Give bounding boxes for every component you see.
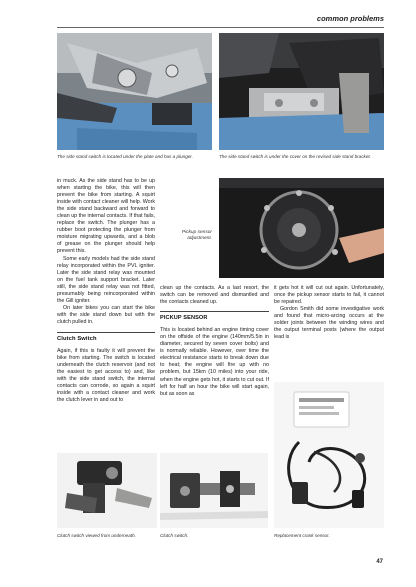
header-rule	[57, 27, 384, 28]
col1-paragraph-3: On later bikes you can start the bike with the side stand down but with the clutch pulled in.	[57, 304, 155, 325]
clutch-switch-underneath-photo	[57, 453, 157, 528]
caption-top-right: The side stand switch is under the cover on the revised side stand bracket.	[219, 154, 371, 159]
caption-bottom-middle: Clutch switch.	[160, 533, 189, 538]
pickup-sensor-photo	[219, 178, 384, 278]
col1-paragraph-4: Again, if this is faulty it will prevent the bike from starting. The switch is located underneath the clutch reservoir (and not the easiest to get access to) and, like with the side stand switch, the internal contacts can corrode, so again a squirt inside with a contact cleaner and work the clutch lever in and out to	[57, 348, 155, 404]
clutch-switch-heading: Clutch Switch	[57, 332, 155, 343]
section-header: common problems	[316, 14, 384, 23]
pickup-sensor-callout: Pickup sensor adjustment.	[181, 230, 212, 241]
text-column-1	[57, 178, 155, 404]
text-column-3	[274, 285, 384, 341]
clutch-switch-photo	[160, 453, 268, 528]
caption-top-left: The side stand switch is located under the plate and has a plunger.	[57, 154, 193, 159]
col1-paragraph-1: in muck. As the side stand has to be up when starting the bike, this will then prevent the bike from starting. A squirt inside with contact cleaner will help. Work the side stand backward and forward to clean up the internal contacts. If that fails, replace the switch. The plunger has a rubber boot protecting the plunger from moisture migrating upwards, and a blob of grease on the plunger should help prevent this.	[57, 178, 155, 255]
col3-paragraph-1: it gets hot it will cut out again. Unfortunately, once the pickup sensor starts to fail, it cannot be repaired.	[274, 285, 384, 306]
col1-paragraph-2: Some early models had the side stand relay incorporated within the PVL igniter. Later the side stand relay was mounted on the fuel tank support bracket. Later still, the side stand relay was not fitted, presumably being reincorporated within the Gill igniter.	[57, 255, 155, 304]
col3-paragraph-2: Gordon Smith did some investigative work and found that micro-arcing occurs at the solder joints between the winding wires and the output terminal posts (where the output lead is	[274, 306, 384, 341]
caption-bottom-left: Clutch switch viewed from underneath.	[57, 533, 136, 538]
side-stand-switch-photo	[57, 33, 212, 150]
caption-bottom-right: Replacement crank sensor.	[274, 533, 330, 538]
revised-side-stand-bracket-photo	[219, 33, 384, 150]
text-column-2	[160, 285, 269, 398]
replacement-crank-sensor-photo	[274, 382, 384, 528]
col2-paragraph-2: This is located behind an engine timing cover on the offside of the engine (140mm/5.5in in diameter, secured by seven cover bolts) and is normally reliable. However, over time the electrical resistance starts to break down due to heat; the engine will fire up with no problem, but 15km (10 miles) into your ride, when the engine gets hot, it starts to cut out. If left for half an hour the bike will start again, but as soon as	[160, 327, 269, 397]
page-number: 47	[376, 559, 383, 565]
pickup-sensor-heading: PICKUP SENSOR	[160, 311, 269, 322]
col2-paragraph-1: clean up the contacts. As a last resort, the switch can be removed and dismantled and the contacts cleaned up.	[160, 285, 269, 306]
